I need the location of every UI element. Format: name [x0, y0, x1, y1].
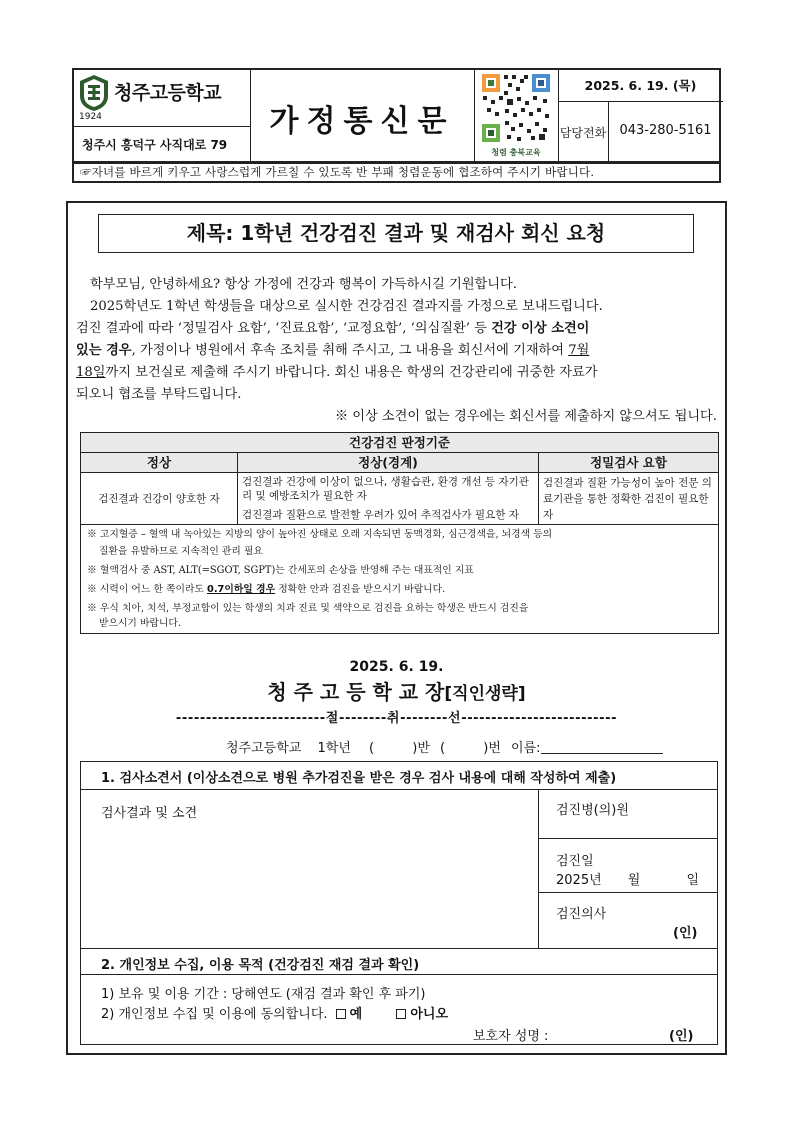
consent-yes-checkbox[interactable] — [336, 1009, 346, 1019]
note-dental-2: 받으시기 바랍니다. — [99, 618, 181, 629]
note-dental-1: ※ 우식 치아, 치석, 부정교합이 있는 학생의 치과 진료 및 색약으로 검진을 요하는 학생은 반드시 검진을 — [87, 603, 529, 614]
note-lipid-2: 질환을 유발하므로 지속적인 관리 필요 — [99, 546, 263, 557]
anti-corruption-slogan: ☞자녀를 바르게 키우고 사랑스럽게 가르칠 수 있도록 반 부패 청렴운동에 협조하여 주시기 바랍니다. — [72, 163, 721, 183]
guardian-name-field[interactable] — [571, 1024, 667, 1042]
name-field[interactable] — [541, 753, 663, 754]
school-name: 청주고등학교 — [114, 82, 222, 104]
criteria-title: 건강검진 판정기준 — [81, 433, 719, 453]
col-detailed-exam: 정밀검사 요함 — [539, 453, 719, 473]
instruction-line-4: 되오니 협조를 부탁드립니다. — [76, 387, 242, 402]
consent-line: 2) 개인정보 수집 및 이용에 동의합니다. 예 아니오 — [101, 1007, 449, 1022]
note-liver: ※ 혈액검사 중 AST, ALT(=SGOT, SGPT)는 간세포의 손상을 반영해 주는 대표적인 지표 — [87, 565, 474, 576]
borderline-desc-1: 검진결과 건강에 이상이 없으나, 생활습관, 환경 개선 등 자기관리 및 예방조치가 필요한 자 — [242, 476, 529, 502]
founded-year: 1924 — [79, 112, 102, 122]
signature-date: 2025. 6. 19. — [349, 659, 444, 675]
normal-desc: 검진결과 건강이 양호한 자 — [81, 473, 238, 525]
guardian-label: 보호자 성명 : — [473, 1029, 549, 1044]
contact-phone[interactable]: 043-280-5161 — [619, 123, 712, 138]
health-criteria-table — [80, 432, 719, 634]
letter-title: 제목: 1학년 건강검진 결과 및 재검사 회신 요청 — [98, 214, 694, 253]
contact-label: 담당전화 — [559, 126, 607, 140]
retention-period: 1) 보유 및 이용 기간 : 당해연도 (재검 결과 확인 후 파기) — [101, 987, 426, 1002]
col-borderline: 정상(경계) — [238, 453, 539, 473]
school-address: 청주시 흥덕구 사직대로 79 — [82, 138, 228, 152]
cut-line: -------------------------절--------취--------선-------------------------- — [175, 711, 618, 726]
section2-title: 2. 개인정보 수집, 이용 목적 (건강검진 재검 결과 확인) — [101, 958, 420, 973]
letter-header — [72, 68, 721, 163]
qr-code-icon — [480, 72, 552, 144]
consent-no-checkbox[interactable] — [396, 1009, 406, 1019]
result-field[interactable] — [85, 822, 533, 944]
doctor-seal: (인) — [673, 926, 698, 941]
school-emblem-icon — [78, 74, 110, 112]
student-info-line: 청주고등학교 1학년 ( )반 ( )번 이름: — [226, 737, 663, 756]
qr-caption: 청렴 충북교육 — [491, 148, 541, 157]
result-label: 검사결과 및 소견 — [101, 806, 198, 821]
greeting: 학부모님, 안녕하세요? 항상 가정에 건강과 행복이 가득하시길 기원합니다. — [90, 277, 517, 292]
hospital-label: 검진병(의)원 — [556, 803, 629, 818]
doc-type: 가정통신문 — [269, 104, 455, 139]
guardian-seal: (인) — [669, 1029, 694, 1044]
borderline-desc-2: 검진결과 질환으로 발전할 우려가 있어 추적검사가 필요한 자 — [242, 509, 519, 521]
letter-date: 2025. 6. 19. (목) — [584, 78, 697, 93]
section1-title: 1. 검사소견서 (이상소견으로 병원 추가검진을 받은 경우 검사 내용에 대해 작성하여 제출) — [101, 771, 617, 786]
detailed-exam-desc: 검진결과 질환 가능성이 높아 전문 의료기관을 통한 정확한 검진이 필요한 자 — [539, 473, 719, 525]
exam-date-label: 검진일 — [556, 854, 594, 869]
instruction-line-2: 있는 경우, 가정이나 병원에서 후속 조치를 취해 주시고, 그 내용을 회신서에 기재하여 7월 — [76, 343, 590, 358]
no-abnormality-note: ※ 이상 소견이 없는 경우에는 회신서를 제출하지 않으셔도 됩니다. — [334, 409, 717, 424]
doctor-label: 검진의사 — [556, 907, 607, 922]
instruction-line-1: 검진 결과에 따라 ‘정밀검사 요함’, ‘진료요함’, ‘교정요함’, ‘의심질환’ 등 건강 이상 소견이 — [76, 321, 590, 336]
consent-no-label: 아니오 — [410, 1007, 449, 1022]
note-vision: ※ 시력이 어느 한 쪽이라도 0.7이하일 경우 정확한 안과 검진을 받으시기 바랍니다. — [87, 584, 446, 595]
note-lipid-1: ※ 고지혈증 – 혈액 내 녹아있는 지방의 양이 높아진 상태로 오래 지속되면 동맥경화, 심근경색을, 뇌경색 등의 — [87, 529, 553, 540]
intro-paragraph: 2025학년도 1학년 학생들을 대상으로 실시한 건강검진 결과지를 가정으로 보내드립니다. — [90, 299, 603, 314]
col-normal: 정상 — [81, 453, 238, 473]
reply-form — [80, 761, 718, 1045]
exam-date-value[interactable]: 2025년 월 일 — [556, 873, 700, 888]
consent-yes-label: 예 — [349, 1007, 363, 1022]
principal-signature: 청 주 고 등 학 교 장[직인생략] — [267, 680, 526, 704]
instruction-line-3: 18일까지 보건실로 제출해 주시기 바랍니다. 회신 내용은 학생의 건강관리에 귀중한 자료가 — [76, 365, 598, 380]
